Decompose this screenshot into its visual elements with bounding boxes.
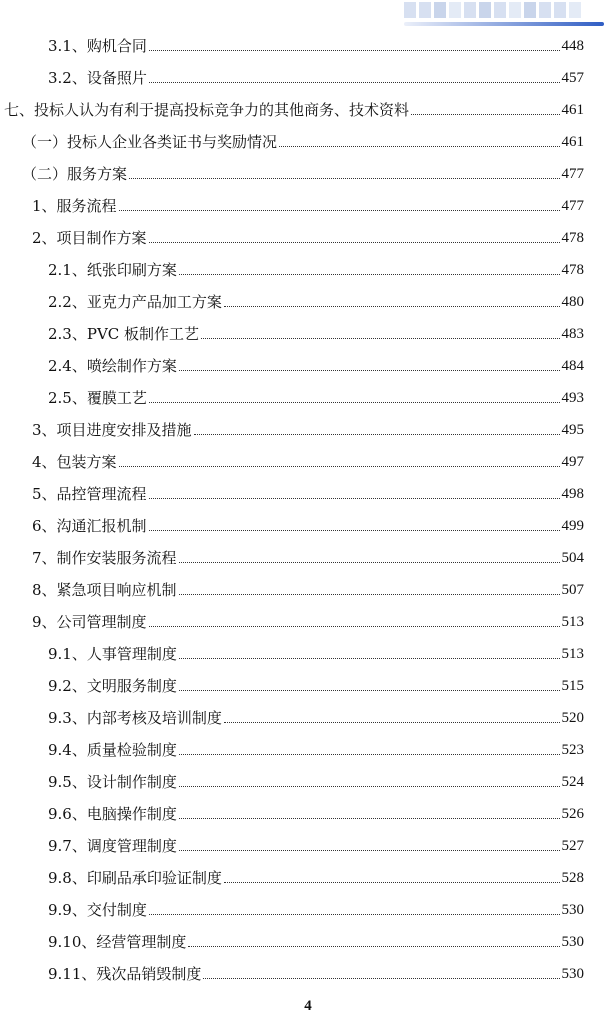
toc-entry[interactable] <box>4 96 584 120</box>
toc-entry-page: 484 <box>561 358 584 374</box>
toc-entry[interactable] <box>48 256 584 280</box>
toc-entry[interactable] <box>48 960 584 984</box>
toc-leader-dots <box>224 722 560 723</box>
toc-leader-dots <box>179 594 560 595</box>
toc-entry-page: 530 <box>561 934 584 950</box>
toc-entry-title: 9.2、文明服务制度 <box>48 677 177 695</box>
toc-entry[interactable] <box>32 192 584 216</box>
toc-entry[interactable] <box>48 672 584 696</box>
header-blurred-logo <box>404 2 581 18</box>
toc-entry-title: 9.5、设计制作制度 <box>48 773 177 791</box>
toc-entry-page: 513 <box>561 646 584 662</box>
toc-leader-dots <box>179 818 560 819</box>
toc-entry[interactable] <box>32 224 584 248</box>
toc-entry-page: 513 <box>561 614 584 630</box>
toc-entry[interactable] <box>48 640 584 664</box>
toc-entry-title: 5、品控管理流程 <box>32 485 147 503</box>
toc-entry-page: 528 <box>561 870 584 886</box>
toc-entry[interactable] <box>48 768 584 792</box>
toc-entry-title: 3、项目进度安排及措施 <box>32 421 192 439</box>
toc-leader-dots <box>188 946 559 947</box>
toc-entry-title: 4、包装方案 <box>32 453 117 471</box>
toc-entry[interactable] <box>32 416 584 440</box>
toc-entry[interactable] <box>48 832 584 856</box>
toc-entry-page: 493 <box>561 390 584 406</box>
toc-entry-page: 477 <box>561 166 584 182</box>
toc-entry-title: 2.4、喷绘制作方案 <box>48 357 177 375</box>
toc-entry-page: 499 <box>561 518 584 534</box>
toc-entry-title: 七、投标人认为有利于提高投标竞争力的其他商务、技术资料 <box>4 101 410 119</box>
toc-entry[interactable] <box>48 704 584 728</box>
toc-entry-title: 8、紧急项目响应机制 <box>32 581 177 599</box>
toc-leader-dots <box>224 306 560 307</box>
toc-entry-page: 478 <box>561 262 584 278</box>
toc-entry[interactable] <box>22 160 584 184</box>
toc-entry[interactable] <box>32 608 584 632</box>
toc-entry-page: 495 <box>561 422 584 438</box>
toc-entry[interactable] <box>32 544 584 568</box>
toc-entry-title: 9.3、内部考核及培训制度 <box>48 709 222 727</box>
toc-entry-title: 1、服务流程 <box>32 197 117 215</box>
toc-entry[interactable] <box>32 576 584 600</box>
toc-entry-page: 530 <box>561 902 584 918</box>
toc-leader-dots <box>149 242 560 243</box>
toc-entry-page: 527 <box>561 838 584 854</box>
toc-entry-page: 526 <box>561 806 584 822</box>
toc-leader-dots <box>149 626 560 627</box>
toc-leader-dots <box>149 402 560 403</box>
toc-entry-page: 507 <box>561 582 584 598</box>
toc-entry-title: 7、制作安装服务流程 <box>32 549 177 567</box>
toc-entry-title: 2.3、PVC 板制作工艺 <box>48 325 200 343</box>
toc-entry-title: 2.1、纸张印刷方案 <box>48 261 177 279</box>
header-rule <box>404 22 604 26</box>
toc-leader-dots <box>411 114 559 115</box>
toc-entry-page: 461 <box>561 102 584 118</box>
toc-entry[interactable] <box>48 896 584 920</box>
toc-entry[interactable] <box>48 32 584 56</box>
toc-entry-page: 515 <box>561 678 584 694</box>
toc-entry-title: 9、公司管理制度 <box>32 613 147 631</box>
toc-entry-title: 3.2、设备照片 <box>48 69 147 87</box>
toc-leader-dots <box>179 370 560 371</box>
toc-entry[interactable] <box>48 384 584 408</box>
toc-entry-title: 2、项目制作方案 <box>32 229 147 247</box>
toc-leader-dots <box>149 50 560 51</box>
toc-entry-page: 477 <box>561 198 584 214</box>
toc-entry-title: 3.1、购机合同 <box>48 37 147 55</box>
toc-entry[interactable] <box>32 480 584 504</box>
toc-entry-title: 9.6、电脑操作制度 <box>48 805 177 823</box>
toc-entry[interactable] <box>48 864 584 888</box>
toc-leader-dots <box>179 658 560 659</box>
toc-entry-title: （二）服务方案 <box>22 165 128 183</box>
toc-entry[interactable] <box>48 320 584 344</box>
toc-leader-dots <box>149 498 560 499</box>
toc-entry-page: 461 <box>561 134 584 150</box>
toc-leader-dots <box>179 754 560 755</box>
toc-entry[interactable] <box>48 64 584 88</box>
toc-leader-dots <box>179 786 560 787</box>
toc-entry-page: 457 <box>561 70 584 86</box>
toc-entry-title: 9.7、调度管理制度 <box>48 837 177 855</box>
header-decoration <box>404 0 604 28</box>
toc-entry[interactable] <box>48 736 584 760</box>
toc-leader-dots <box>119 210 560 211</box>
toc-entry-title: 9.1、人事管理制度 <box>48 645 177 663</box>
toc-entry[interactable] <box>32 512 584 536</box>
toc-entry-title: 9.9、交付制度 <box>48 901 147 919</box>
toc-entry-title: 9.10、经营管理制度 <box>48 933 187 951</box>
toc-entry-page: 530 <box>561 966 584 982</box>
toc-entry-page: 478 <box>561 230 584 246</box>
toc-leader-dots <box>201 338 559 339</box>
toc-entry-page: 480 <box>561 294 584 310</box>
toc-leader-dots <box>194 434 560 435</box>
toc-entry-title: 2.5、覆膜工艺 <box>48 389 147 407</box>
toc-entry[interactable] <box>48 800 584 824</box>
toc-leader-dots <box>179 850 560 851</box>
toc-entry-title: 9.8、印刷品承印验证制度 <box>48 869 222 887</box>
toc-leader-dots <box>129 178 559 179</box>
toc-entry-title: 9.11、残次品销毁制度 <box>48 965 202 983</box>
page-number: 4 <box>304 998 312 1014</box>
toc-entry[interactable] <box>22 128 584 152</box>
toc-leader-dots <box>149 914 560 915</box>
toc-entry-title: 6、沟通汇报机制 <box>32 517 147 535</box>
toc-entry-page: 504 <box>561 550 584 566</box>
toc-entry-title: 9.4、质量检验制度 <box>48 741 177 759</box>
toc-leader-dots <box>149 82 560 83</box>
toc-entry-page: 524 <box>561 774 584 790</box>
toc-leader-dots <box>203 978 559 979</box>
toc-entry-page: 523 <box>561 742 584 758</box>
toc-entry-title: 2.2、亚克力产品加工方案 <box>48 293 222 311</box>
toc-entry-page: 483 <box>561 326 584 342</box>
toc-leader-dots <box>279 146 559 147</box>
toc-entry[interactable] <box>48 928 584 952</box>
toc-entry[interactable] <box>48 352 584 376</box>
toc-leader-dots <box>224 882 560 883</box>
toc-leader-dots <box>179 690 560 691</box>
toc-entry-page: 498 <box>561 486 584 502</box>
toc-leader-dots <box>179 274 560 275</box>
toc-entry[interactable] <box>48 288 584 312</box>
toc-entry-page: 497 <box>561 454 584 470</box>
toc-entry[interactable] <box>32 448 584 472</box>
toc-leader-dots <box>179 562 560 563</box>
toc-entry-title: （一）投标人企业各类证书与奖励情况 <box>22 133 278 151</box>
toc-entry-page: 520 <box>561 710 584 726</box>
toc-leader-dots <box>119 466 560 467</box>
toc-leader-dots <box>149 530 560 531</box>
toc-entry-page: 448 <box>561 38 584 54</box>
